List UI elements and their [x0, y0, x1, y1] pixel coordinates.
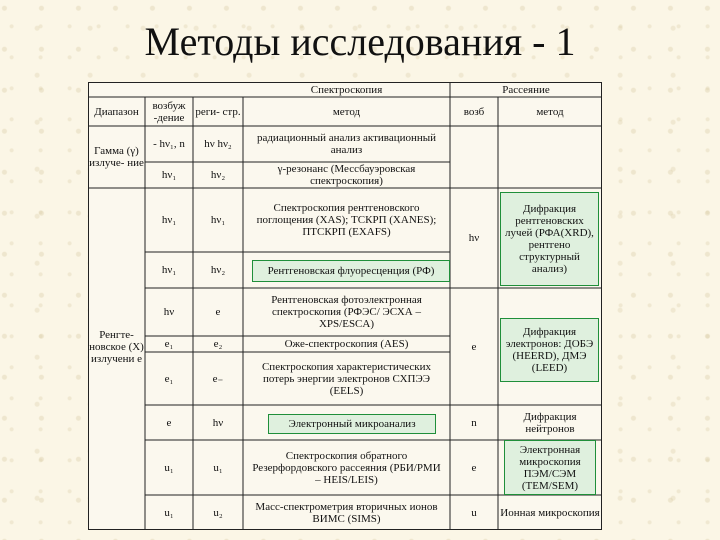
row-method-highlight: Рентгеновская флуоресценция (РФ)	[252, 260, 450, 282]
header-method-scatter: метод	[536, 105, 564, 118]
row-exc: u₁	[164, 506, 174, 519]
row-reg: hν₂	[210, 264, 226, 276]
row-reg: e	[215, 306, 221, 318]
row-method-highlight: Электронный микроанализ	[268, 414, 436, 434]
row-exc: e₁	[164, 372, 174, 385]
row-method: Масс-спектрометрия вторичных ионов ВИМС (SIMS)	[255, 500, 438, 525]
row-exc: hν	[163, 306, 175, 318]
scatter-method-highlight: Дифракция рентгеновских лучей (РФА(XRD), рентгено структурный анализ)	[500, 192, 599, 286]
row-reg: e₂	[213, 338, 223, 350]
row-reg: hν hν₂	[204, 138, 232, 150]
row-exc: hν₁	[161, 264, 177, 276]
scatter-exc: e	[471, 461, 477, 474]
row-exc: hν₁	[161, 169, 177, 181]
scatter-method: Дифракция нейтронов	[523, 410, 577, 435]
slide-title: Методы исследования - 1	[144, 19, 576, 64]
row-method: Спектроскопия рентгеновского поглощения (XAS); ТСКРП (XANES); ПТСКРП (EXAFS)	[256, 202, 437, 238]
row-reg: e₋	[212, 372, 224, 385]
row-method: Спектроскопия обратного Резерфордовского рассеяния (РБИ/РМИ – HEIS/LEIS)	[252, 449, 441, 486]
row-exc: u₁	[164, 461, 174, 474]
row-exc: hν₁	[161, 214, 177, 226]
row-reg: u₂	[213, 506, 223, 519]
scatter-exc: n	[471, 416, 477, 429]
range-xray: Ренгте- новское (X) излучени е	[89, 328, 144, 365]
scatter-exc: u	[471, 506, 477, 519]
header-excitation-scatter: возб	[463, 105, 485, 118]
row-exc: e₁	[164, 338, 174, 350]
scatter-method: Ионная микроскопия	[500, 506, 600, 519]
scatter-method-highlight: Дифракция электронов: ДОБЭ (HEERD), ДМЭ (LEED)	[500, 318, 599, 382]
row-method: γ-резонанс (Мессбауэровская спектроскопия)	[277, 163, 416, 187]
row-reg: hν	[212, 416, 224, 429]
row-method: Оже-спектроскопия (AES)	[284, 338, 409, 350]
row-method: радиационный анализ активационный анализ	[256, 132, 437, 156]
scatter-exc: e	[471, 340, 477, 353]
methods-table	[88, 82, 602, 530]
row-method: Спектроскопия характеристических потерь энергии электронов СХПЭЭ (EELS)	[261, 360, 432, 397]
scatter-exc: hν	[468, 232, 480, 244]
row-reg: hν₂	[210, 169, 226, 181]
row-reg: hν₁	[210, 214, 226, 226]
header-method: метод	[332, 105, 361, 118]
header-range: Диапазон	[94, 105, 139, 118]
row-method: Рентгеновская фотоэлектронная спектроскопия (РФЭС/ ЭСХА – XPS/ESCA)	[271, 294, 422, 330]
row-exc: - hν₁, n	[153, 138, 185, 150]
header-excitation: возбуж -дение	[152, 99, 186, 124]
row-reg: u₁	[213, 461, 223, 474]
range-gamma: Гамма (γ) излуче- ние	[89, 145, 144, 169]
header-spectroscopy: Спектроскопия	[310, 83, 383, 96]
scatter-method-highlight: Электронная микроскопия ПЭМ/СЭМ (TEM/SEM)	[504, 440, 596, 495]
row-exc: e	[166, 416, 172, 429]
header-registration: реги- стр.	[195, 105, 241, 118]
header-scattering: Рассеяние	[502, 83, 550, 96]
